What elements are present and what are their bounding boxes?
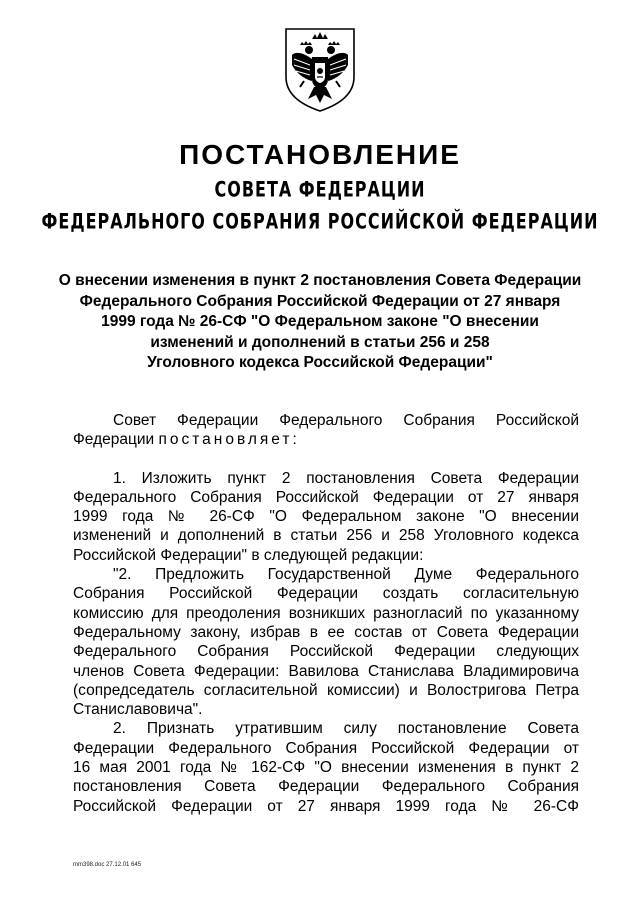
subject-line: изменений и дополнений в статьи 256 и 258: [150, 333, 490, 351]
item-1: [73, 469, 579, 565]
quoted-line: (сопредседатель согласительной комиссии) и Волостригова Петра: [73, 681, 579, 699]
document-body: [73, 411, 579, 816]
file-reference: mm398.doc 27.12.01 645: [73, 862, 142, 868]
item-1-line: Российской Федерации" в следующей редакции:: [73, 546, 424, 564]
item-1-line: 1999 года № 26-СФ "О Федеральном законе "О внесении: [73, 508, 579, 526]
subject-line: О внесении изменения в пункт 2 постановления Совета Федерации: [58, 272, 582, 289]
quoted-line: Станиславовича".: [73, 701, 203, 719]
quoted-line: Федерального Собрания Российской Федерации следующих: [73, 643, 579, 661]
quoted-text: [73, 565, 579, 719]
item-2-line: постановления Совета Федерации Федерального Собрания: [73, 778, 579, 796]
item-2-line: Российской Федерации от 27 января 1999 года № 26-СФ: [73, 797, 579, 815]
item-1-line: 1. Изложить пункт 2 постановления Совета Федерации: [113, 469, 579, 487]
decree-verb: постановляет:: [158, 431, 300, 449]
subject-line: Уголовного кодекса Российской Федерации": [147, 354, 493, 371]
item-2-line: 2. Признать утратившим силу постановление Совета: [113, 720, 579, 738]
preamble-line: Совет Федерации Федерального Собрания Российской: [113, 412, 579, 429]
item-1-line: изменений и дополнений в статьи 256 и 258 Уголовного кодекса: [73, 527, 579, 545]
title-block: [0, 139, 640, 234]
item-1-line: Федерального Собрания Российской Федерации от 27 января: [73, 488, 579, 506]
preamble: [73, 411, 579, 450]
item-2-line: Федерации Федерального Собрания Российской Федерации от: [73, 739, 579, 757]
subject-line: Федерального Собрания Российской Федерации от 27 января: [79, 292, 561, 310]
preamble-line-start: Федерации: [73, 431, 159, 449]
item-2-line: 16 мая 2001 года № 162-СФ "О внесении изменения в пункт 2: [73, 759, 579, 777]
subject-line: 1999 года № 26-СФ "О Федеральном законе "О внесении: [101, 313, 539, 330]
quoted-line: Федеральному закону, избрав в ее состав от Совета Федерации: [73, 623, 579, 641]
quoted-line: Собрания Российской Федерации создать согласительную: [73, 585, 579, 603]
document-title: ПОСТАНОВЛЕНИЕ: [179, 139, 461, 170]
quoted-line: "2. Предложить Государственной Думе Федерального: [113, 566, 579, 584]
document-subject: [40, 271, 600, 374]
issuer-line-2: ФЕДЕРАЛЬНОГО СОБРАНИЯ РОССИЙСКОЙ ФЕДЕРАЦИИ: [41, 208, 599, 234]
quoted-line: членов Совета Федерации: Вавилова Станислава Владимировича: [73, 662, 579, 680]
coat-of-arms-icon: [282, 25, 358, 113]
quoted-line: комиссию для преодоления возникших разногласий по указанному: [73, 604, 579, 622]
issuer-line-1: СОВЕТА ФЕДЕРАЦИИ: [214, 176, 426, 202]
item-2: [73, 719, 579, 815]
